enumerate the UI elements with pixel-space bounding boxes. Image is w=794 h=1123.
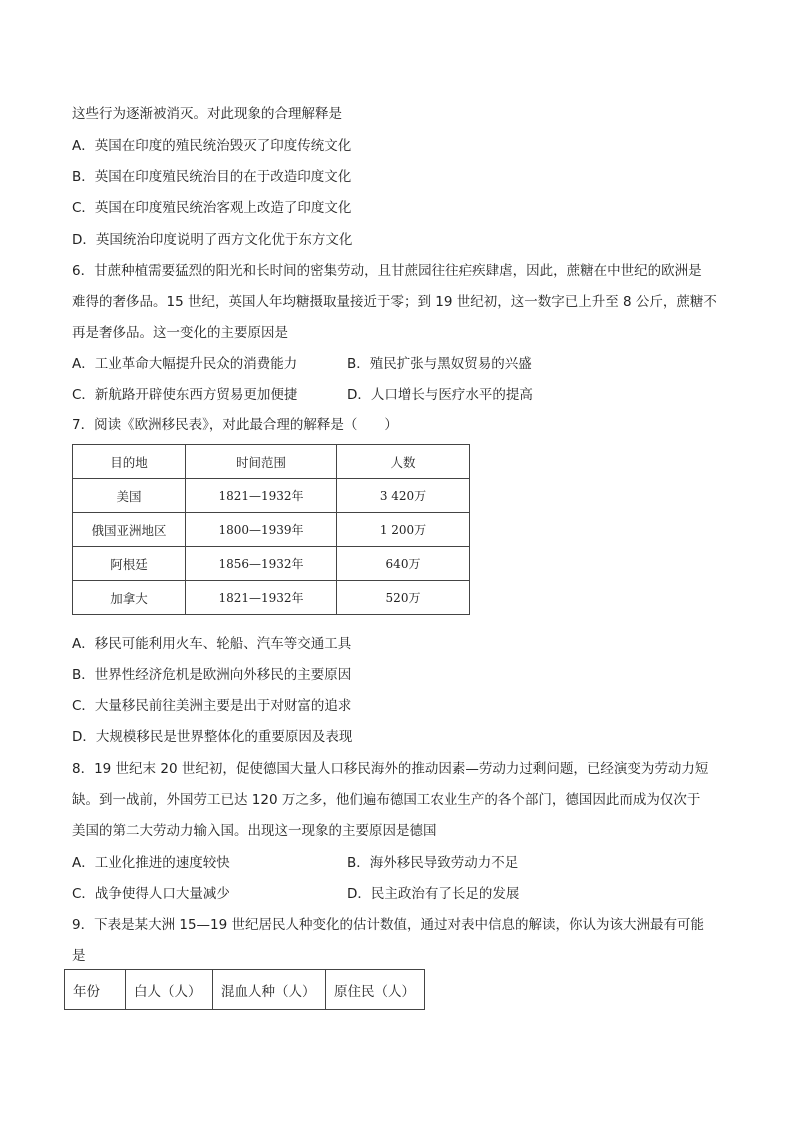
table-cell: 俄国亚洲地区 [73,513,186,547]
table-cell: 美国 [73,479,186,513]
q7-option-d: D．大规模移民是世界整体化的重要原因及表现 [72,729,353,745]
table-header-cell: 年份 [65,970,126,1010]
table-cell: 640万 [337,547,470,581]
q8-stem-line-1: 8．19 世纪末 20 世纪初，促使德国大量人口移民海外的推动因素—劳动力过剩问题，已经演变为劳动力短 [72,761,709,777]
table-cell: 520万 [337,581,470,615]
table-header-cell: 原住民（人） [326,970,425,1010]
table-header-row [73,445,470,479]
q6-stem-line-2: 难得的奢侈品。15 世纪，英国人年均糖摄取量接近于零；到 19 世纪初，这一数字已上升至 8 公斤，蔗糖不 [72,294,717,310]
q8-option-d: D．民主政治有了长足的发展 [347,886,520,902]
q5-stem-tail: 这些行为逐渐被消灭。对此现象的合理解释是 [72,106,342,122]
table-header-row [65,970,425,1010]
q8-stem-line-2: 缺。到一战前，外国劳工已达 120 万之多，他们遍布德国工农业生产的各个部门，德国因此而成为仅次于 [72,792,701,808]
q9-stem-line-2: 是 [72,948,86,964]
table-header-cell: 时间范围 [186,445,337,479]
q5-option-b: B．英国在印度殖民统治目的在于改造印度文化 [72,169,352,185]
table-header-cell: 白人（人） [126,970,213,1010]
q5-option-d: D．英国统治印度说明了西方文化优于东方文化 [72,232,353,248]
table-row [73,547,470,581]
table-row [73,479,470,513]
q6-option-c: C．新航路开辟使东西方贸易更加便捷 [72,387,298,403]
table-cell: 1 200万 [337,513,470,547]
table-cell: 1856—1932年 [186,547,337,581]
table-header-cell: 人数 [337,445,470,479]
q7-option-a: A．移民可能利用火车、轮船、汽车等交通工具 [72,636,352,652]
q8-option-b: B．海外移民导致劳动力不足 [347,855,519,871]
q6-stem-line-1: 6．甘蔗种植需要猛烈的阳光和长时间的密集劳动，且甘蔗园往往疟疾肆虐，因此，蔗糖在中世纪的欧洲是 [72,263,702,279]
q8-option-a: A．工业化推进的速度较快 [72,855,230,871]
population-table [64,969,425,1010]
q7-stem: 7．阅读《欧洲移民表》，对此最合理的解释是（ ） [72,417,398,433]
q8-stem-line-3: 美国的第二大劳动力输入国。出现这一现象的主要原因是德国 [72,823,437,839]
q7-option-c: C．大量移民前往美洲主要是出于对财富的追求 [72,698,352,714]
table-cell: 3 420万 [337,479,470,513]
table-row [73,581,470,615]
table-cell: 1800—1939年 [186,513,337,547]
q9-stem-line-1: 9．下表是某大洲 15—19 世纪居民人种变化的估计数值，通过对表中信息的解读，你认为该大洲最有可能 [72,917,705,933]
q8-option-c: C．战争使得人口大量减少 [72,886,230,902]
q6-option-a: A．工业革命大幅提升民众的消费能力 [72,356,298,372]
table-header-cell: 目的地 [73,445,186,479]
q7-option-b: B．世界性经济危机是欧洲向外移民的主要原因 [72,667,352,683]
q6-option-b: B．殖民扩张与黑奴贸易的兴盛 [347,356,532,372]
emigration-table [72,444,470,615]
q5-option-a: A．英国在印度的殖民统治毁灭了印度传统文化 [72,138,352,154]
table-cell: 阿根廷 [73,547,186,581]
q5-option-c: C．英国在印度殖民统治客观上改造了印度文化 [72,200,352,216]
table-cell: 加拿大 [73,581,186,615]
table-row [73,513,470,547]
q6-stem-line-3: 再是奢侈品。这一变化的主要原因是 [72,325,288,341]
table-cell: 1821—1932年 [186,479,337,513]
table-cell: 1821—1932年 [186,581,337,615]
table-header-cell: 混血人种（人） [213,970,326,1010]
q6-option-d: D．人口增长与医疗水平的提高 [347,387,533,403]
